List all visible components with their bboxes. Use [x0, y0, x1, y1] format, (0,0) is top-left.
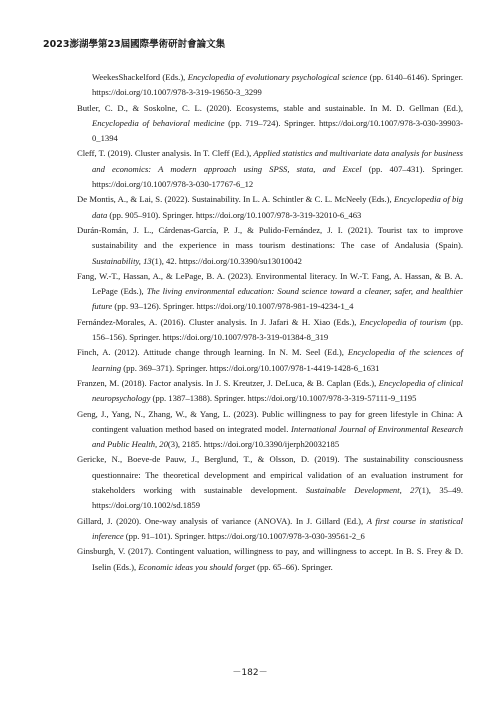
reference-entry: Ginsburgh, V. (2017). Contingent valuation, willingness to pay, and willingness to accept. In B. S. Frey & D. Iselin (Eds.), Economic ideas you should forget (pp. 65–66). Springer.	[77, 546, 463, 572]
reference-entry: Fernández-Morales, A. (2016). Cluster analysis. In J. Jafari & H. Xiao (Eds.), Encyclopedia of tourism (pp. 156–156). Springer. https://doi.org/10.1007/978-3-319-01384-8_319	[77, 316, 463, 343]
reference-entry: Gillard, J. (2020). One-way analysis of variance (ANOVA). In J. Gillard (Ed.), A first course in statistical inference (pp. 91–101). Springer. https://doi.org/10.1007/978-3-030-39561-2_6	[77, 515, 463, 541]
reference-entry: De Montis, A., & Lai, S. (2022). Sustainability. In L. A. Schintler & C. L. McNeely (Eds.), Encyclopedia of big data (pp. 905–910). Springer. https://doi.org/10.1007/978-3-319-32010-6_463	[77, 194, 464, 220]
reference-entry: Geng, J., Yang, N., Zhang, W., & Yang, L. (2023). Public willingness to pay for green lifestyle in China: A contingent valuation method based on integrated model. International Journal of Environmental Research and Public Health, 20(3), 2185. https://doi.org/10.3390/ijerph20032185	[77, 408, 464, 450]
reference-entry: Durán-Román, J. L., Cárdenas-García, P. J., & Pulido-Fernández, J. I. (2021). Tourist tax to improve sustainability and the experience in mass tourism destinations: The case of Andalusia (Spain). Sustainability, 13(1), 42. https://doi.org/10.3390/su13010042	[77, 224, 463, 266]
reference-entry: Gericke, N., Boeve-de Pauw, J., Berglund, T., & Olsson, D. (2019). The sustainability consciousness questionnaire: The theoretical development and empirical validation of an evaluation instrument for stakeholders working with sustainable development. Sustainable Development, 27(1), 35–49. https://doi.org/10.1002/sd.1859	[77, 454, 464, 511]
reference-entry: Finch, A. (2012). Attitude change through learning. In N. M. Seel (Ed.), Encyclopedia of the sciences of learning (pp. 369–371). Springer. https://doi.org/10.1007/978-1-4419-1428-6_1631	[77, 347, 463, 373]
running-head: 2023澎湖學第23屆國際學術研討會論文集	[43, 39, 226, 50]
reference-list	[77, 70, 463, 575]
reference-entry: Franzen, M. (2018). Factor analysis. In J. S. Kreutzer, J. DeLuca, & B. Caplan (Eds.), Encyclopedia of clinical neuropsychology (pp. 1387–1388). Springer. https://doi.org/10.1007/978-3-319-57111-9_1195	[77, 377, 463, 404]
reference-entry: Cleff, T. (2019). Cluster analysis. In T. Cleff (Ed.), Applied statistics and multivariate data analysis for business and economics: A modern approach using SPSS, stata, and Excel (pp. 407–431). Springer. https://doi.org/10.1007/978-3-030-17767-6_12	[77, 148, 463, 190]
reference-entry: Butler, C. D., & Soskolne, C. L. (2020). Ecosystems, stable and sustainable. In M. D. Gellman (Ed.), Encyclopedia of behavioral medicine (pp. 719–724). Springer. https://doi.org/10.1007/978-3-030-39903-0_1394	[77, 102, 463, 144]
reference-entry: Fang, W.-T., Hassan, A., & LePage, B. A. (2023). Environmental literacy. In W.-T. Fang, A. Hassan, & B. A. LePage (Eds.), The living environmental education: Sound science toward a cleaner, safer, and healthier future (pp. 93–126). Springer. https://doi.org/10.1007/978-981-19-4234-1_4	[77, 270, 463, 312]
page-number: －182－	[232, 668, 268, 678]
reference-entry: WeekesShackelford (Eds.), Encyclopedia of evolutionary psychological science (pp. 6140–6146). Springer. https://doi.org/10.1007/978-3-319-19650-3_3299	[92, 72, 463, 98]
